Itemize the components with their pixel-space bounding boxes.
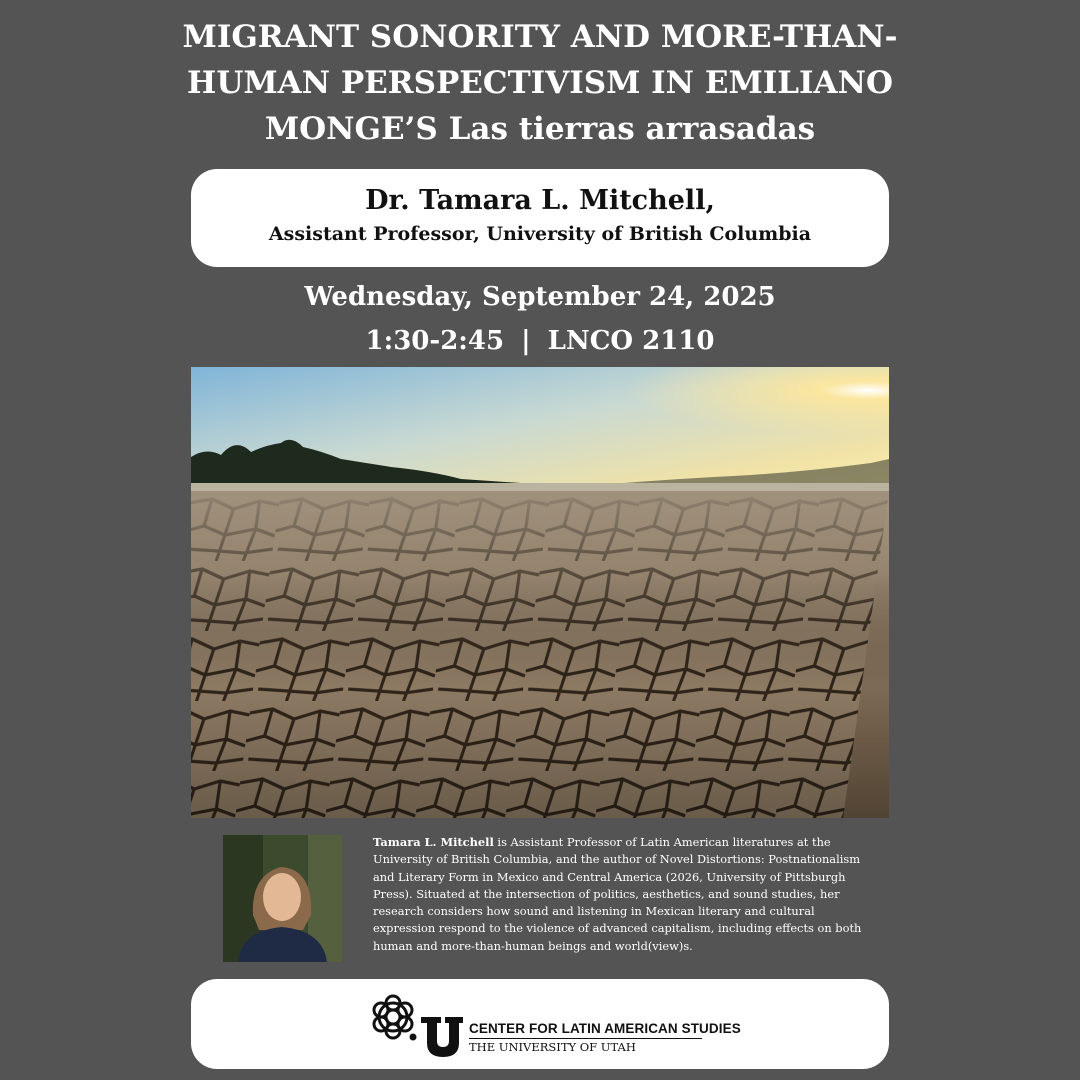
- title-line-1: MIGRANT SONORITY AND MORE-THAN-: [182, 19, 898, 55]
- separator: |: [521, 326, 531, 356]
- divider: [469, 1038, 702, 1039]
- title-line-2: HUMAN PERSPECTIVISM IN EMILIANO: [187, 65, 893, 101]
- event-title: [150, 14, 930, 152]
- university-logo-icon: [371, 991, 463, 1057]
- speaker-panel: [191, 169, 889, 267]
- footer-panel: [191, 979, 889, 1069]
- speaker-bio: [373, 834, 878, 955]
- cracked-earth-photo: [191, 367, 889, 818]
- event-time: 1:30-2:45: [365, 326, 505, 356]
- event-location: LNCO 2110: [547, 326, 715, 356]
- bio-text: is Assistant Professor of Latin American literatures at the University of British Columbia, and the author of Novel Distortions: Postnationalism and Literary Form in Mexico and Central America (2026, University of Pittsburgh Press). Situated at the intersection of politics, aesthetics, and sound studies, her research considers how sound and listening in Mexican literary and cultural expression respond to the violence of advanced capitalism, including effects on both human and more-than-human beings and world(view)s.: [373, 835, 862, 953]
- speaker-name: Dr. Tamara L. Mitchell,: [365, 185, 715, 216]
- center-name: CENTER FOR LATIN AMERICAN STUDIES: [469, 1021, 741, 1036]
- speaker-role: Assistant Professor, University of British Columbia: [268, 223, 812, 245]
- bio-name: Tamara L. Mitchell: [373, 835, 494, 849]
- speaker-headshot: [223, 835, 342, 962]
- university-name: THE UNIVERSITY OF UTAH: [469, 1040, 636, 1054]
- title-line-3: MONGE’S Las tierras arrasadas: [264, 111, 816, 147]
- event-date: Wednesday, September 24, 2025: [304, 282, 776, 312]
- event-time-location: [0, 322, 1080, 360]
